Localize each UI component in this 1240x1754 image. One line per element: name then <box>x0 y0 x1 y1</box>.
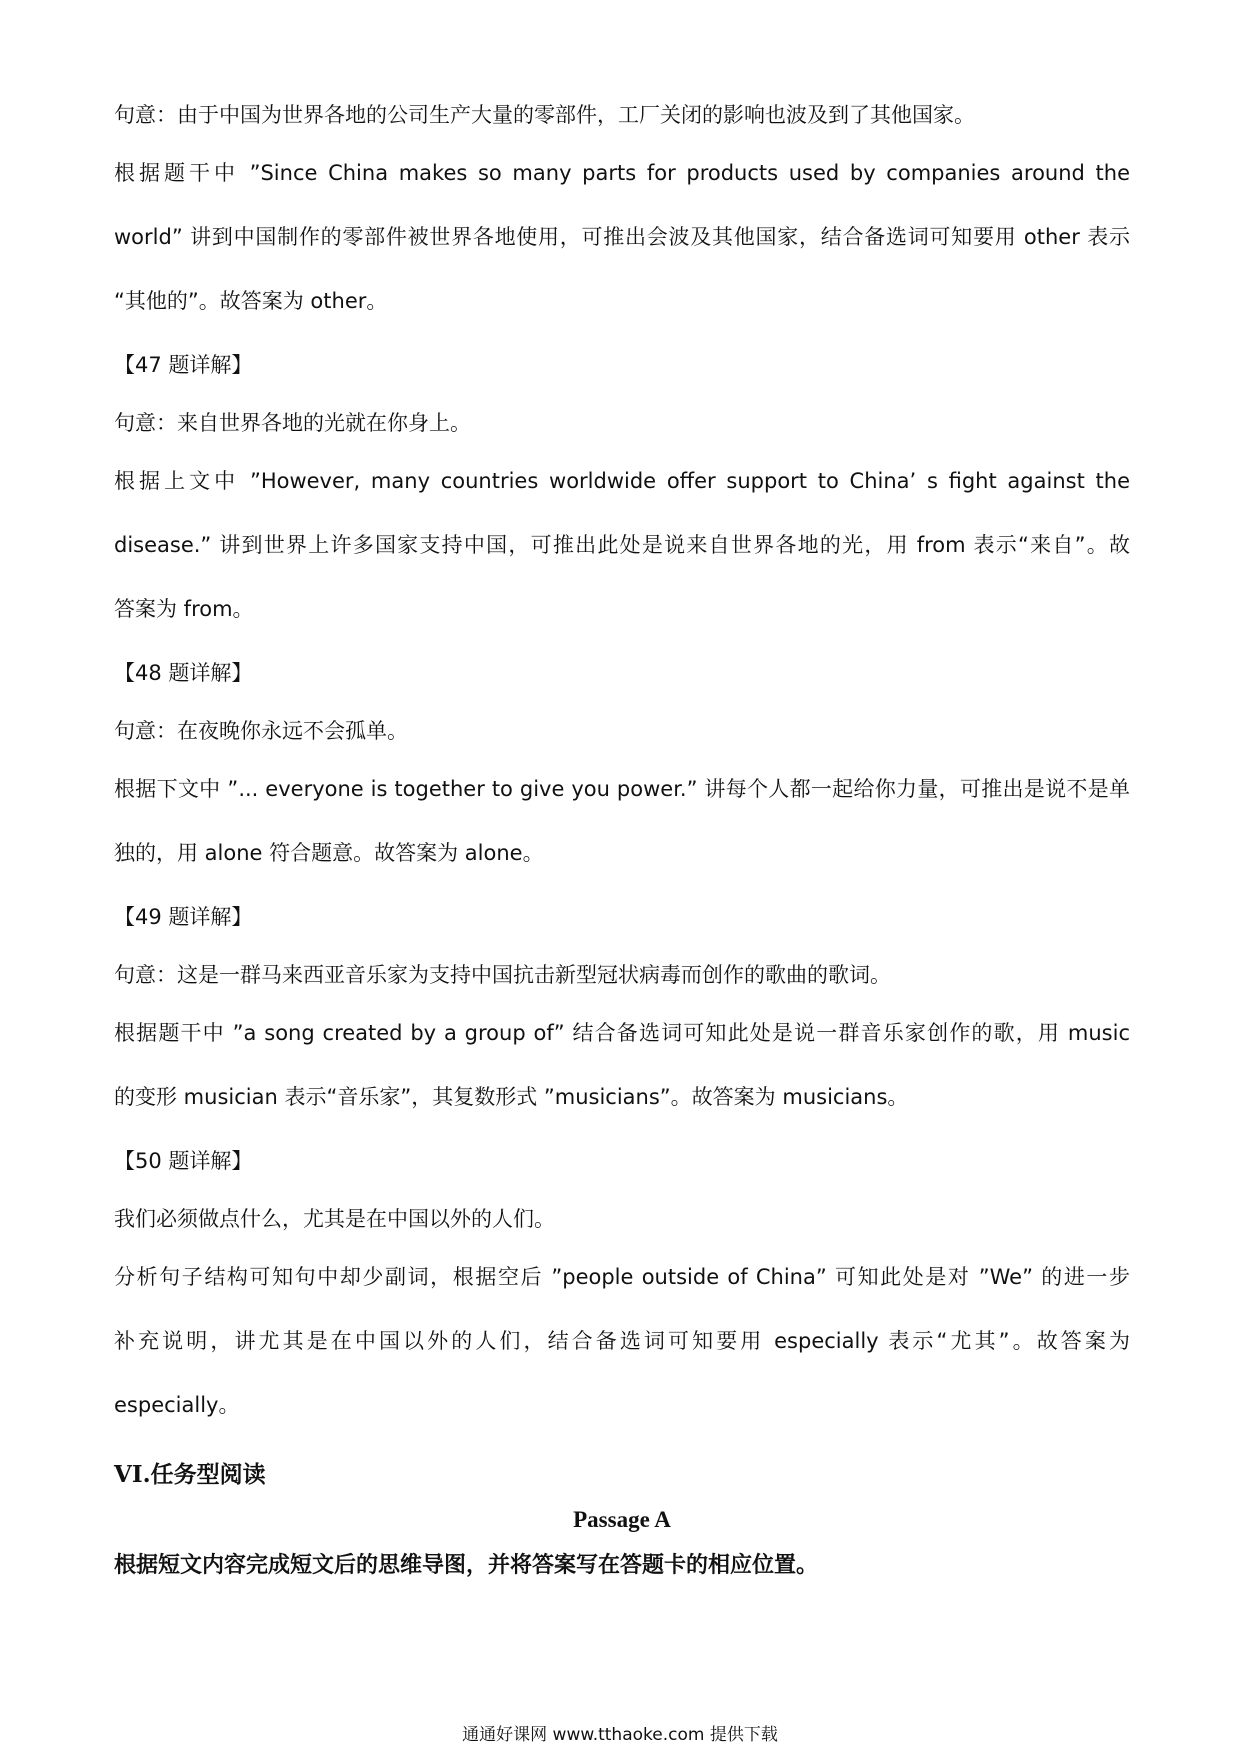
explanation-text <box>114 466 1130 624</box>
explanation-text <box>114 1018 1130 1112</box>
question-heading: 【47 题详解】 <box>114 353 253 377</box>
task-instruction: 根据短文内容完成短文后的思维导图，并将答案写在答题卡的相应位置。 <box>114 1552 819 1578</box>
sentence-meaning: 句意：在夜晚你永远不会孤单。 <box>114 719 408 743</box>
explanation-block-46 <box>114 100 1130 316</box>
explanation-line: “其他的”。故答案为 other。 <box>114 289 388 313</box>
explanation-line: disease.” 讲到世界上许多国家支持中国，可推出此处是说来自世界各地的光，用 from 表示“来自”。故 <box>114 533 1130 557</box>
explanation-block-50 <box>114 1146 1130 1420</box>
passage-title: Passage A <box>573 1507 671 1532</box>
sentence-meaning: 句意：来自世界各地的光就在你身上。 <box>114 411 471 435</box>
explanation-line: world” 讲到中国制作的零部件被世界各地使用，可推出会波及其他国家，结合备选词可知要用 other 表示 <box>114 225 1130 249</box>
explanation-line: 独的，用 alone 符合题意。故答案为 alone。 <box>114 841 544 865</box>
explanation-text <box>114 774 1130 868</box>
explanation-line: especially。 <box>114 1393 240 1417</box>
explanation-block-47 <box>114 350 1130 624</box>
explanation-line: 根据题干中 ”a song created by a group of” 结合备选词可知此处是说一群音乐家创作的歌，用 music <box>114 1021 1130 1045</box>
explanation-line: 补充说明，讲尤其是在中国以外的人们，结合备选词可知要用 especially 表示“尤其”。故答案为 <box>114 1329 1130 1353</box>
sentence-meaning: 我们必须做点什么，尤其是在中国以外的人们。 <box>114 1207 555 1231</box>
page-footer: 通通好课网 www.tthaoke.com 提供下载 <box>462 1725 778 1745</box>
sentence-meaning: 句意：由于中国为世界各地的公司生产大量的零部件，工厂关闭的影响也波及到了其他国家。 <box>114 103 975 127</box>
explanation-line: 根据题干中 ”Since China makes so many parts for products used by companies around the <box>114 161 1130 185</box>
explanation-block-49 <box>114 902 1130 1112</box>
question-heading: 【49 题详解】 <box>114 905 253 929</box>
explanation-line: 分析句子结构可知句中却少副词，根据空后 ”people outside of China” 可知此处是对 ”We” 的进一步 <box>114 1265 1130 1289</box>
explanation-line: 根据下文中 ”... everyone is together to give you power.” 讲每个人都一起给你力量，可推出是说不是单 <box>114 777 1130 801</box>
answer-explanations <box>114 100 1130 1454</box>
sentence-meaning: 句意：这是一群马来西亚音乐家为支持中国抗击新型冠状病毒而创作的歌曲的歌词。 <box>114 963 891 987</box>
question-heading: 【48 题详解】 <box>114 661 253 685</box>
explanation-text <box>114 158 1130 316</box>
explanation-block-48 <box>114 658 1130 868</box>
question-heading: 【50 题详解】 <box>114 1149 253 1173</box>
section-title: VI.任务型阅读 <box>114 1461 266 1488</box>
explanation-text <box>114 1262 1130 1420</box>
explanation-line: 答案为 from。 <box>114 597 254 621</box>
explanation-line: 根据上文中 ”However, many countries worldwide offer support to China’ s fight against the <box>114 469 1130 493</box>
explanation-line: 的变形 musician 表示“音乐家”，其复数形式 ”musicians”。故答案为 musicians。 <box>114 1085 909 1109</box>
